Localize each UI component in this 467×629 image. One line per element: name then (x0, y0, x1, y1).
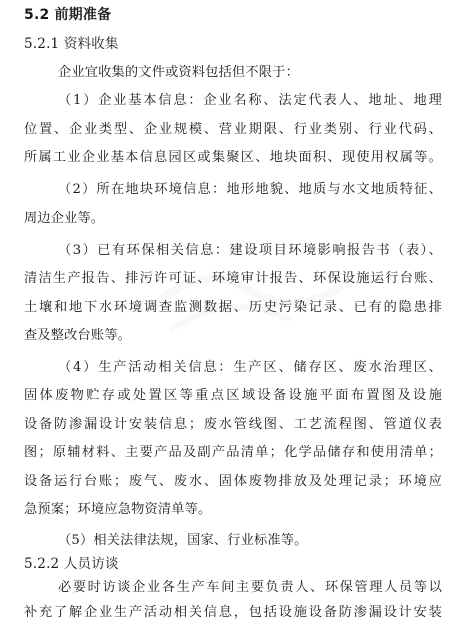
item-4-line-2: 固体废物贮存或处置区等重点区域设备设施平面布置图及设施 (24, 388, 442, 403)
item-1-line-2: 位置、企业类型、企业规模、营业期限、行业类别、行业代码、 (24, 122, 442, 137)
watermark (140, 250, 360, 340)
item-3-line-2: 清洁生产报告、排污许可证、环境审计报告、环保设施运行台账、 (24, 271, 442, 286)
subsection-title: 资料收集 (63, 36, 119, 52)
subsection-number-2: 5.2.2 (24, 556, 60, 572)
item-4-line-4: 图；原辅材料、主要产品及副产品清单；化学品储存和使用清单； (24, 445, 442, 460)
item-4-line-3: 设备防渗漏设计安装信息；废水管线图、工艺流程图、管道仪表 (24, 417, 442, 432)
intro-paragraph: 企业宜收集的文件或资料包括但不限于： (58, 65, 299, 80)
subsection-number: 5.2.1 (24, 36, 60, 52)
item-3-line-3: 土壤和地下水环境调查监测数据、历史污染记录、已有的隐患排 (24, 300, 442, 315)
item-4-line-6: 急预案；环境应急物资清单等。 (24, 502, 212, 517)
item-1-line-3: 所属工业企业基本信息园区或集聚区、地块面积、现使用权属等。 (24, 150, 442, 165)
section-title: 前期准备 (54, 7, 112, 23)
subsection-heading-2 (24, 555, 119, 573)
interview-line-2: 补充了解企业生产活动相关信息，包括设施设备防渗漏设计安装 (24, 605, 442, 620)
section-heading (24, 6, 111, 24)
subsection-title-2: 人员访谈 (63, 556, 119, 572)
item-2-line-2: 周边企业等。 (24, 211, 105, 226)
item-3-line-4: 查及整改台账等。 (24, 328, 132, 343)
interview-line-1: 必要时访谈企业各生产车间主要负责人、环保管理人员等以 (58, 580, 442, 595)
item-1-line-1: （1）企业基本信息：企业名称、法定代表人、地址、地理 (58, 93, 442, 108)
item-5-line-1: （5）相关法律法规，国家、行业标准等。 (58, 533, 308, 548)
subsection-heading (24, 35, 119, 53)
item-2-line-1: （2）所在地块环境信息：地形地貌、地质与水文地质特征、 (58, 182, 442, 197)
item-4-line-5: 设备运行台账；废气、废水、固体废物排放及处理记录；环境应 (24, 474, 442, 489)
item-4-line-1: （4）生产活动相关信息：生产区、储存区、废水治理区、 (58, 360, 442, 375)
item-3-line-1: （3）已有环保相关信息：建设项目环境影响报告书（表）、 (58, 243, 442, 258)
section-number: 5.2 (24, 7, 50, 23)
